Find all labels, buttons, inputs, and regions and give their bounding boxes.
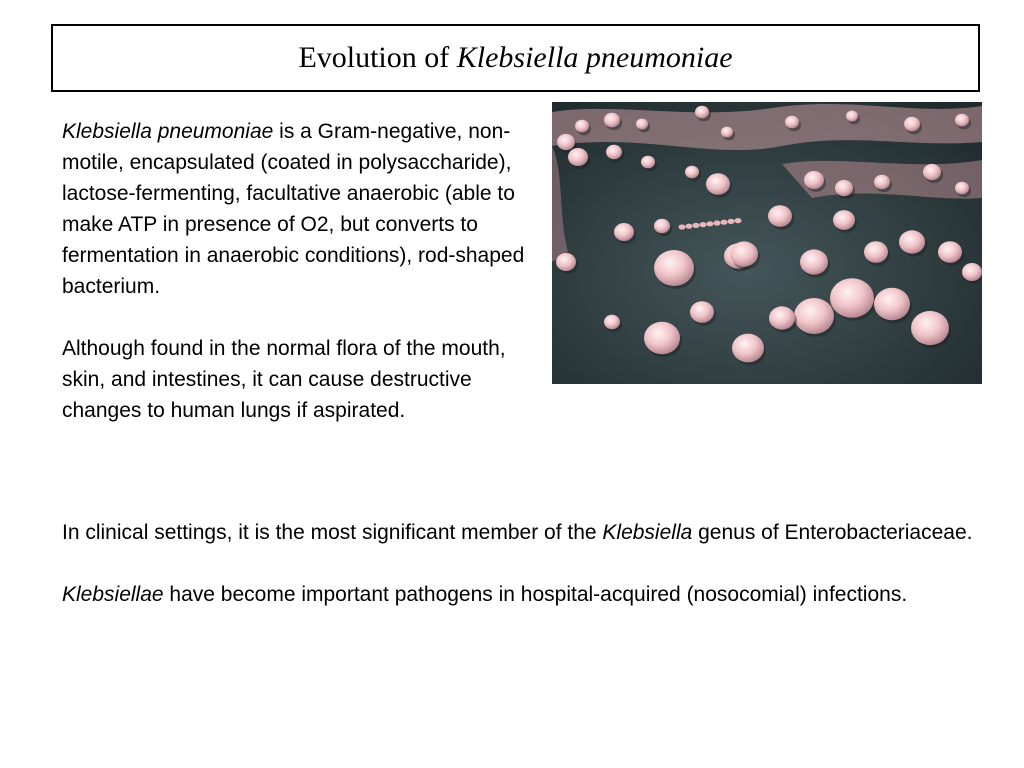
colony (644, 322, 680, 354)
species-name: Klebsiella pneumoniae (62, 120, 274, 143)
intro-text-block (62, 116, 537, 426)
colony (794, 298, 834, 334)
colony (732, 334, 764, 363)
colony (606, 145, 622, 159)
paragraph-flora (62, 333, 537, 426)
plural-genus-name: Klebsiellae (62, 583, 164, 606)
colony (685, 166, 699, 179)
clinical-text-block (62, 517, 982, 610)
colony (654, 250, 694, 286)
colony (830, 278, 874, 318)
slide-title (51, 24, 980, 92)
colony (864, 241, 888, 263)
colony (785, 116, 799, 129)
colony (568, 148, 588, 166)
colony-chain (735, 218, 742, 223)
colony-chain (686, 224, 693, 229)
colony (835, 180, 853, 196)
colony (769, 306, 795, 329)
nosocomial-text: have become important pathogens in hospital-acquired (nosocomial) infections. (163, 583, 908, 606)
colony (911, 311, 949, 345)
colony (833, 210, 855, 230)
colony (923, 164, 941, 180)
colony (955, 182, 969, 195)
colony (614, 223, 634, 241)
colony (804, 171, 824, 189)
clinical-text-before: In clinical settings, it is the most significant member of the (62, 521, 603, 544)
colony (636, 119, 648, 130)
paragraph-clinical (62, 517, 982, 548)
colony (556, 253, 576, 271)
colony (962, 263, 982, 281)
colony (654, 219, 670, 233)
colony (690, 301, 714, 323)
colony-chain (707, 221, 714, 226)
colony (706, 173, 730, 195)
flora-text: Although found in the normal flora of the mouth, skin, and intestines, it can cause destructive changes to human lungs if aspirated. (62, 337, 506, 422)
colony (695, 106, 709, 119)
colony (604, 113, 620, 127)
colony-chain (700, 222, 707, 227)
colony-chain (679, 224, 686, 229)
paragraph-nosocomial (62, 579, 982, 610)
colony-chain (721, 220, 728, 225)
colony (730, 241, 758, 266)
colony (874, 288, 910, 320)
colony (641, 156, 655, 169)
colony (575, 120, 589, 133)
colony (768, 205, 792, 227)
title-prefix: Evolution of (298, 41, 450, 74)
colony (899, 230, 925, 253)
clinical-text-after: genus of Enterobacteriaceae. (692, 521, 973, 544)
genus-name: Klebsiella (602, 521, 693, 544)
colony (938, 241, 962, 263)
colony (955, 114, 969, 127)
title-italic: Klebsiella pneumoniae (456, 41, 733, 74)
colony (904, 117, 920, 131)
colony (800, 249, 828, 274)
paragraph-description (62, 116, 537, 302)
colony (874, 175, 890, 189)
bacterial-colonies-photo (552, 102, 982, 384)
colony (846, 111, 858, 122)
description-text: is a Gram-negative, non-motile, encapsulated (coated in polysaccharide), lactose-fermenting, facultative anaerobic (able to make ATP in presence of O2, but converts to fermentation in anaerobic conditions), rod-shaped bacterium. (62, 120, 525, 298)
colony-chain (714, 220, 721, 225)
colony (557, 134, 575, 150)
colony (721, 127, 733, 138)
colony-chain (728, 219, 735, 224)
colony (604, 315, 620, 329)
colony-chain (693, 223, 700, 228)
